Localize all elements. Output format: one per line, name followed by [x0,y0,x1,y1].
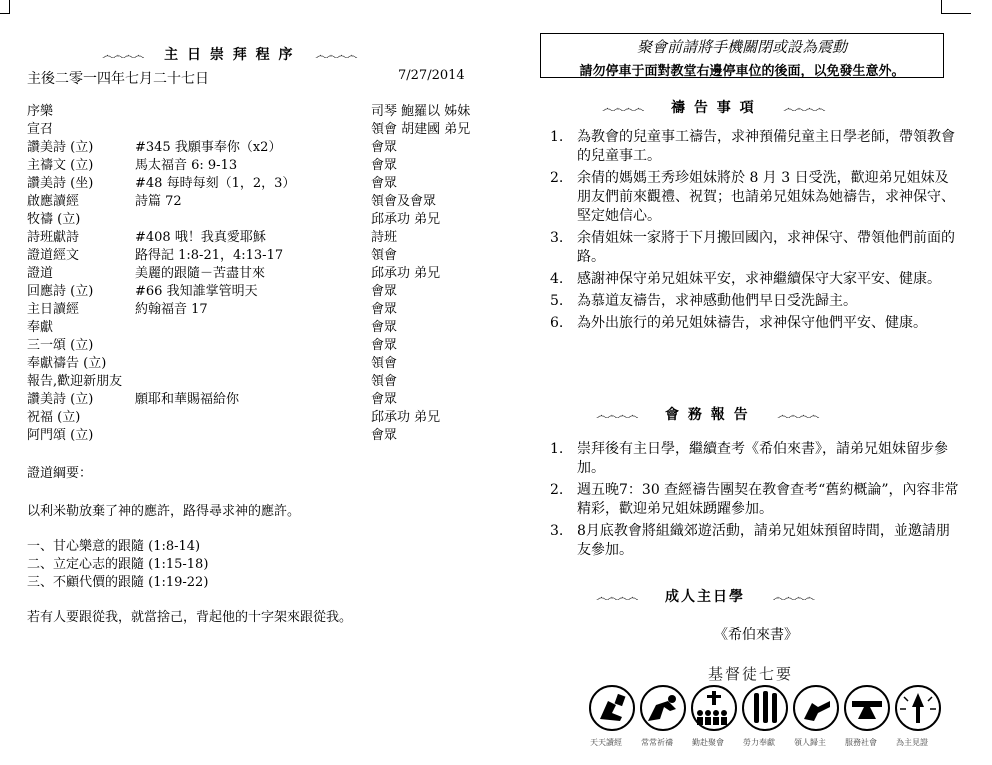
order-item: 讚美詩 (坐) [27,176,94,191]
service-order-row [27,211,507,228]
order-leader: 領會 胡建國 弟兄 [371,122,471,137]
affairs-text: 8月底教會將組織郊遊活動，請弟兄姐妹預留時間，並邀請朋友參加。 [577,523,950,558]
heading-ornament: ෴෴෴෴ [315,48,357,62]
heading-ornament: ෴෴෴෴ [777,408,819,422]
study-book: 《希伯來書》 [714,627,798,643]
affairs-heading [596,404,819,424]
order-leader: 會眾 [371,158,398,173]
service-order-row [27,337,507,354]
heading-ornament: ෴෴෴෴ [602,101,644,115]
service-order-title: 主 日 崇 拜 程 序 [164,47,295,63]
order-detail: 路得記 1:8-21，4:13-17 [135,248,284,263]
service-order-row [27,265,507,282]
lunar-date: 主後二零一四年七月二十七日 [27,71,209,87]
notice-box [540,33,944,78]
order-detail: 美麗的跟隨－苦盡甘來 [135,266,266,281]
order-item: 祝福 (立) [27,410,81,425]
prayer-text: 余倩姐妹一家將于下月搬回國內，求神保守、帶領他們前面的路。 [577,230,955,265]
order-leader: 司琴 鮑羅以 姊妹 [371,104,471,119]
heading-ornament: ෴෴෴෴ [772,590,815,604]
order-detail: 約翰福音 17 [135,302,208,317]
adult-school-title: 成人主日學 [665,589,746,605]
order-leader: 領會 [371,374,398,389]
prayer-item [550,292,960,311]
order-leader: 邱承功 弟兄 [371,266,441,281]
order-item: 序樂 [27,104,54,119]
order-leader: 詩班 [371,230,398,245]
heading-ornament: ෴෴෴෴ [102,48,144,62]
prayer-heading [602,97,825,117]
order-leader: 領會 [371,248,398,263]
sermon-outline-intro: 以利米勒放棄了神的應許，路得尋求神的應許。 [27,504,301,519]
seven-essentials-logo [586,683,946,733]
item-number: 2. [550,482,564,498]
order-leader: 會眾 [371,284,398,299]
order-leader: 會眾 [371,302,398,317]
prayer-heading-title: 禱 告 事 項 [671,100,756,116]
heading-ornament: ෴෴෴෴ [783,101,825,115]
order-item: 證道 [27,266,54,281]
phone-notice: 聚會前請將手機關閉或設為震動 [636,38,847,56]
order-item: 讚美詩 (立) [27,140,94,155]
service-order-row [27,427,507,444]
prayer-item [550,229,960,267]
service-order-row [27,355,507,372]
logo-title: 基督徒七要 [708,665,794,683]
service-order-row [27,391,507,408]
service-order-row [27,193,507,210]
order-item: 宣召 [27,122,54,137]
service-order-row [27,319,507,336]
affairs-heading-title: 會 務 報 告 [665,407,750,423]
order-detail: #48 每時每刻（1，2，3） [135,176,296,191]
order-item: 牧禱 (立) [27,212,81,227]
right-page [520,0,992,765]
service-order-row [27,373,507,390]
order-leader: 會眾 [371,176,398,191]
item-number: 3. [550,230,564,246]
affairs-item [550,440,960,478]
item-number: 5. [550,293,564,309]
item-number: 1. [550,129,564,145]
service-order-row [27,283,507,300]
order-detail: 馬太福音 6: 9-13 [135,158,238,173]
sermon-outline-title: 證道綱要： [27,466,93,481]
heading-ornament: ෴෴෴෴ [596,408,638,422]
order-detail: 詩篇 72 [135,194,182,209]
service-order-row [27,175,507,192]
service-order-row [27,139,507,156]
sermon-point: 一、甘心樂意的跟隨 (1:8-14) [27,539,201,554]
order-item: 奉獻禱告 (立) [27,356,107,371]
affairs-item [550,522,960,560]
logo-caption: 領人歸主 [794,738,826,747]
heading-ornament: ෴෴෴෴ [596,590,638,604]
order-leader: 領會 [371,356,398,371]
prayer-text: 為外出旅行的弟兄姐妹禱告，求神保守他們平安、健康。 [577,315,927,331]
order-item: 讚美詩 (立) [27,392,94,407]
order-detail: #408 哦！我真愛耶穌 [135,230,266,245]
service-order-heading [102,44,357,64]
order-leader: 會眾 [371,140,398,155]
service-order-row [27,301,507,318]
order-item: 主日讀經 [27,302,80,317]
prayer-item [550,169,960,226]
order-leader: 領會及會眾 [371,194,437,209]
order-item: 回應詩 (立) [27,284,94,299]
order-item: 主禱文 (立) [27,158,94,173]
order-leader: 會眾 [371,320,398,335]
order-item: 三一頌 (立) [27,338,94,353]
prayer-text: 為教會的兒童事工禱告，求神預備兒童主日學老師，帶領教會的兒童事工。 [577,129,955,164]
logo-caption: 勞力奉獻 [743,738,775,747]
order-item: 證道經文 [27,248,80,263]
closing-verse: 若有人要跟從我，就當捨己，背起他的十字架來跟從我。 [27,610,353,625]
prayer-item [550,314,960,333]
service-order-row [27,229,507,246]
order-item: 啟應讀經 [27,194,80,209]
parking-notice: 請勿停車于面對教堂右邊停車位的後面，以免發生意外。 [579,64,905,79]
service-order-row [27,247,507,264]
item-number: 2. [550,170,564,186]
order-leader: 邱承功 弟兄 [371,212,441,227]
order-item: 報告,歡迎新朋友 [27,374,123,389]
prayer-text: 為慕道友禱告，求神感動他們早日受洗歸主。 [577,293,857,309]
order-leader: 會眾 [371,392,398,407]
service-order-row [27,157,507,174]
order-detail: 願耶和華賜福給你 [135,392,240,407]
affairs-text: 週五晚7：30 查經禱告團契在教會查考“舊約概論”，內容非常精彩，歡迎弟兄姐妹踴躍參加。 [577,482,959,517]
service-order-row [27,409,507,426]
prayer-item [550,128,960,166]
order-detail: #345 我願事奉你（x2） [135,140,282,155]
sermon-point: 二、立定心志的跟隨 (1:15-18) [27,557,209,572]
order-leader: 會眾 [371,338,398,353]
prayer-item [550,270,960,289]
logo-caption: 服務社會 [845,738,877,747]
sermon-point: 三、不顧代價的跟隨 (1:19-22) [27,575,209,590]
prayer-list [550,128,960,336]
order-item: 奉獻 [27,320,54,335]
affairs-text: 崇拜後有主日學，繼續查考《希伯來書》，請弟兄姐妹留步參加。 [577,441,948,476]
prayer-text: 感謝神保守弟兄姐妹平安，求神繼續保守大家平安、健康。 [577,271,941,287]
order-leader: 會眾 [371,428,398,443]
affairs-item [550,481,960,519]
item-number: 1. [550,441,564,457]
affairs-list [550,440,960,563]
service-order-row [27,121,507,138]
order-leader: 邱承功 弟兄 [371,410,441,425]
item-number: 4. [550,271,564,287]
logo-caption: 天天讀經 [590,738,622,747]
adult-school-heading [596,586,814,606]
logo-captions [588,737,948,749]
item-number: 6. [550,315,564,331]
logo-caption: 常常祈禱 [641,738,673,747]
prayer-text: 余倩的媽媽王秀珍姐妹將於 8 月 3 日受洗，歡迎弟兄姐妹及朋友們前來觀禮、祝賀；也請弟兄姐妹為她禱告，求神保守、堅定她信心。 [577,170,955,224]
order-detail: #66 我知誰掌管明天 [135,284,258,299]
order-item: 詩班獻詩 [27,230,80,245]
logo-caption: 為主見證 [896,738,928,747]
service-order-row [27,103,507,120]
item-number: 3. [550,523,564,539]
logo-caption: 勤赴聚會 [692,738,724,747]
service-date: 7/27/2014 [398,68,465,83]
order-item: 阿門頌 (立) [27,428,94,443]
